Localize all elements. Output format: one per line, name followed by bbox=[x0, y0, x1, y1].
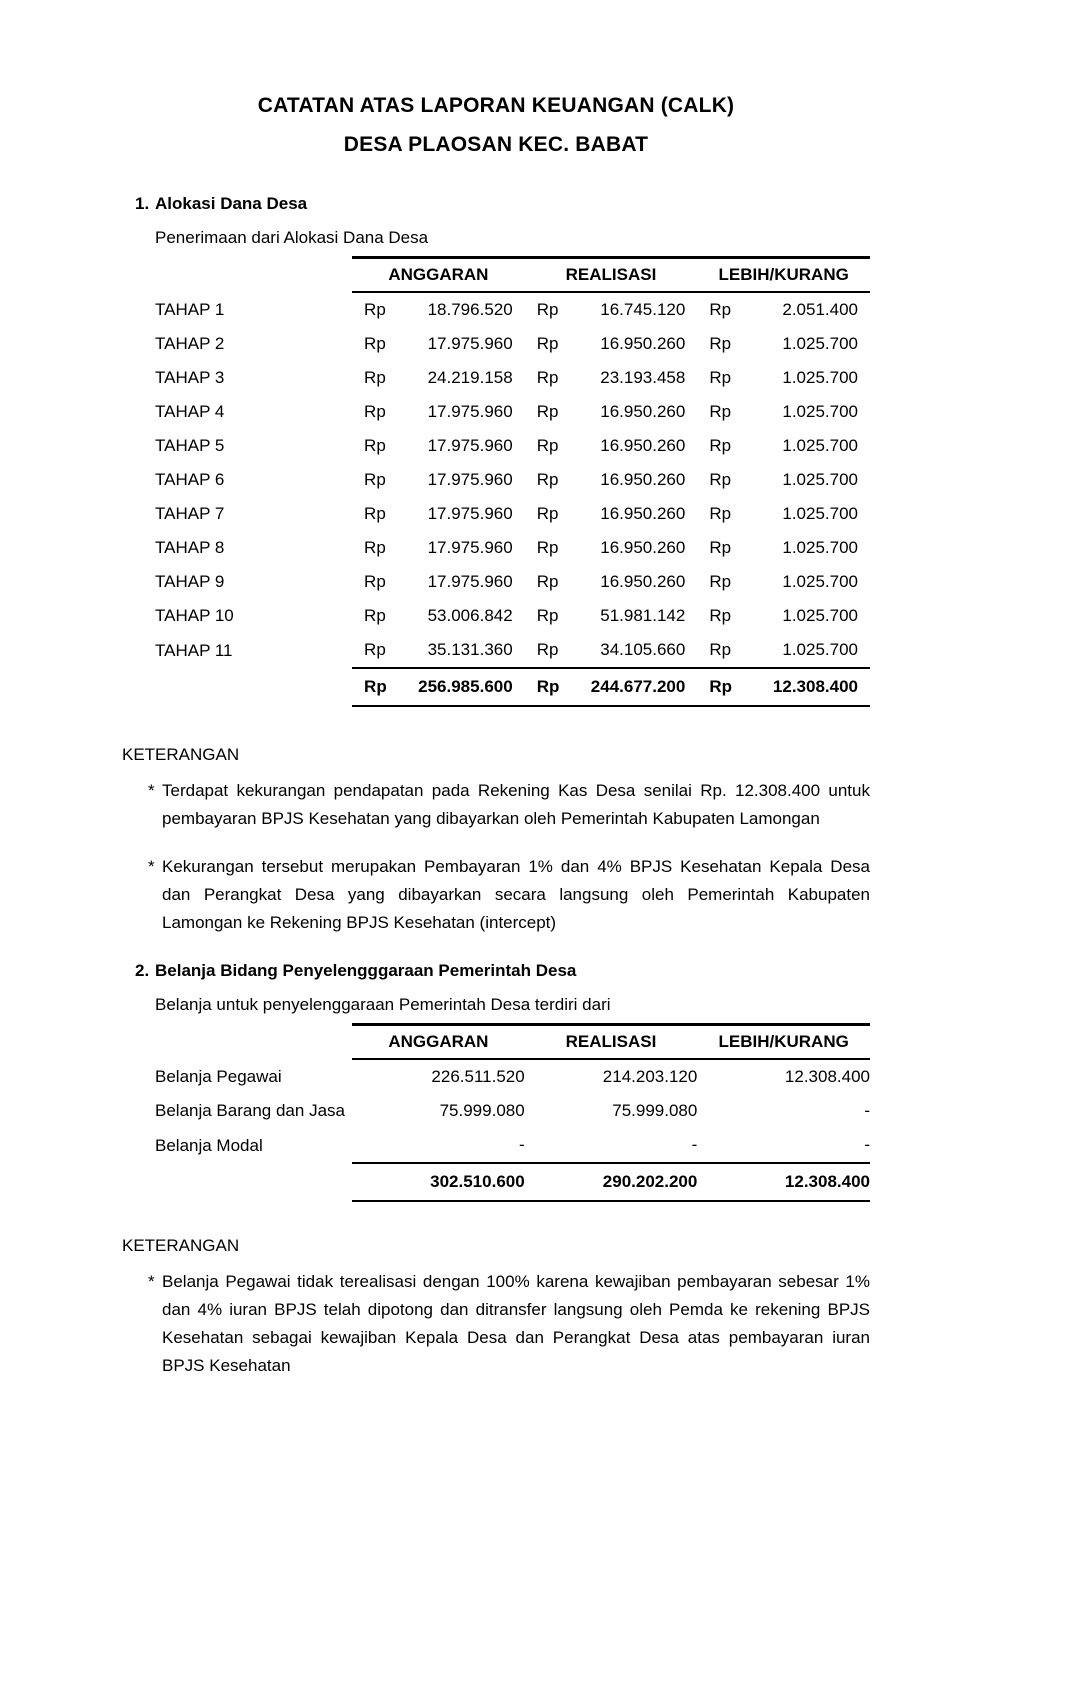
currency-label: Rp bbox=[709, 640, 732, 659]
lebih-kurang-value: 1.025.700 bbox=[782, 470, 858, 489]
currency-label: Rp bbox=[709, 606, 732, 625]
anggaran-cell bbox=[352, 361, 525, 395]
section1-heading bbox=[122, 192, 870, 216]
currency-label: Rp bbox=[709, 300, 732, 319]
lebih-kurang-cell bbox=[697, 361, 870, 395]
realisasi-cell bbox=[525, 599, 698, 633]
total-anggaran-cell: 302.510.600 bbox=[352, 1163, 525, 1201]
currency-label: Rp bbox=[364, 402, 386, 421]
currency-label: Rp bbox=[709, 436, 732, 455]
lebih-kurang-value: 1.025.700 bbox=[782, 538, 858, 557]
realisasi-value: 16.950.260 bbox=[600, 572, 686, 591]
table-row bbox=[155, 565, 870, 599]
table-row bbox=[155, 1059, 870, 1094]
currency-label: Rp bbox=[364, 300, 386, 319]
row-label: TAHAP 1 bbox=[155, 299, 225, 319]
row-label: Belanja Modal bbox=[155, 1135, 263, 1155]
table-row bbox=[155, 395, 870, 429]
keterangan-item bbox=[148, 1268, 870, 1380]
total-row bbox=[155, 668, 870, 706]
row-label: TAHAP 2 bbox=[155, 334, 225, 353]
belanja-table bbox=[155, 1023, 870, 1202]
lebih-kurang-cell bbox=[697, 463, 870, 497]
currency-label: Rp bbox=[709, 538, 732, 557]
currency-label: Rp bbox=[364, 538, 386, 557]
lebih-kurang-value: 1.025.700 bbox=[782, 504, 858, 523]
keterangan-item bbox=[148, 777, 870, 833]
row-label: TAHAP 6 bbox=[155, 470, 225, 489]
row-label: Belanja Pegawai bbox=[155, 1066, 282, 1086]
currency-label: Rp bbox=[536, 300, 559, 319]
anggaran-value: 17.975.960 bbox=[427, 572, 513, 591]
table-row bbox=[155, 327, 870, 361]
lebih-kurang-value: 1.025.700 bbox=[782, 436, 858, 455]
realisasi-cell bbox=[525, 497, 698, 531]
keterangan-section-1 bbox=[122, 743, 870, 937]
realisasi-cell bbox=[525, 292, 698, 327]
currency-label: Rp bbox=[536, 504, 559, 523]
realisasi-cell bbox=[525, 327, 698, 361]
currency-label: Rp bbox=[364, 677, 387, 696]
realisasi-value: 16.745.120 bbox=[600, 300, 686, 319]
lebih-kurang-cell bbox=[697, 565, 870, 599]
lebih-kurang-cell bbox=[697, 497, 870, 531]
table-row bbox=[155, 1128, 870, 1163]
realisasi-value: 23.193.458 bbox=[600, 368, 686, 387]
table-row bbox=[155, 1094, 870, 1128]
lebih-kurang-cell bbox=[697, 327, 870, 361]
lebih-kurang-cell: - bbox=[864, 1135, 870, 1154]
table-row bbox=[155, 599, 870, 633]
alokasi-dana-table bbox=[155, 256, 870, 707]
keterangan-text: Kekurangan tersebut merupakan Pembayaran 1% dan 4% BPJS Kesehatan Kepala Desa dan Perangkat Desa yang dibayarkan secara langsung oleh Pemerintah Kabupaten Lamongan ke Rekening BPJS Kesehatan (intercept) bbox=[162, 857, 870, 932]
currency-label: Rp bbox=[709, 368, 732, 387]
anggaran-cell bbox=[352, 327, 525, 361]
section-alokasi-dana-desa bbox=[122, 192, 870, 937]
currency-label: Rp bbox=[536, 606, 559, 625]
currency-label: Rp bbox=[364, 334, 386, 353]
keterangan-section-2 bbox=[122, 1234, 870, 1380]
anggaran-cell bbox=[352, 565, 525, 599]
table-row bbox=[155, 633, 870, 668]
row-label: TAHAP 5 bbox=[155, 436, 225, 455]
currency-label: Rp bbox=[536, 470, 559, 489]
table-row bbox=[155, 292, 870, 327]
anggaran-cell bbox=[352, 395, 525, 429]
row-label: TAHAP 10 bbox=[155, 606, 234, 625]
column-header-anggaran: ANGGARAN bbox=[352, 1025, 525, 1060]
lebih-kurang-cell: - bbox=[864, 1101, 870, 1120]
document-title bbox=[122, 0, 870, 164]
total-anggaran-cell bbox=[352, 668, 525, 706]
realisasi-cell bbox=[525, 463, 698, 497]
lebih-kurang-value: 1.025.700 bbox=[782, 572, 858, 591]
column-header-lebih-kurang: LEBIH/KURANG bbox=[697, 1025, 870, 1060]
realisasi-cell bbox=[525, 361, 698, 395]
realisasi-cell bbox=[525, 395, 698, 429]
currency-label: Rp bbox=[536, 334, 559, 353]
keterangan-item bbox=[148, 853, 870, 937]
lebih-kurang-cell: 12.308.400 bbox=[784, 1067, 870, 1086]
lebih-kurang-value: 1.025.700 bbox=[782, 334, 858, 353]
currency-label: Rp bbox=[536, 538, 559, 557]
currency-label: Rp bbox=[536, 402, 559, 421]
realisasi-value: 16.950.260 bbox=[600, 402, 686, 421]
anggaran-value: 24.219.158 bbox=[427, 368, 513, 387]
section-belanja-pemerintah-desa bbox=[122, 959, 870, 1380]
realisasi-cell bbox=[525, 633, 698, 668]
lebih-kurang-cell bbox=[697, 429, 870, 463]
total-lebih-kurang-value: 12.308.400 bbox=[772, 677, 858, 696]
anggaran-cell bbox=[352, 429, 525, 463]
lebih-kurang-cell bbox=[697, 531, 870, 565]
column-header-realisasi: REALISASI bbox=[525, 258, 698, 293]
anggaran-value: 17.975.960 bbox=[427, 504, 513, 523]
lebih-kurang-cell bbox=[697, 633, 870, 668]
currency-label: Rp bbox=[364, 606, 386, 625]
column-header-anggaran: ANGGARAN bbox=[352, 258, 525, 293]
table-row bbox=[155, 429, 870, 463]
anggaran-cell: 75.999.080 bbox=[439, 1101, 525, 1120]
anggaran-cell: 226.511.520 bbox=[431, 1067, 525, 1086]
total-anggaran-value: 256.985.600 bbox=[418, 677, 513, 696]
section2-heading-text: Belanja Bidang Penyelengggaraan Pemerintah Desa bbox=[155, 961, 577, 980]
realisasi-value: 16.950.260 bbox=[600, 504, 686, 523]
section1-heading-text: Alokasi Dana Desa bbox=[155, 194, 308, 213]
total-lebih-kurang-cell: 12.308.400 bbox=[697, 1163, 870, 1201]
total-realisasi-cell bbox=[525, 668, 698, 706]
lebih-kurang-value: 1.025.700 bbox=[782, 402, 858, 421]
currency-label: Rp bbox=[536, 368, 559, 387]
currency-label: Rp bbox=[364, 368, 386, 387]
row-label: TAHAP 9 bbox=[155, 572, 225, 591]
keterangan-heading: KETERANGAN bbox=[122, 745, 240, 764]
column-header-realisasi: REALISASI bbox=[525, 1025, 698, 1060]
realisasi-cell: 75.999.080 bbox=[612, 1101, 698, 1120]
currency-label: Rp bbox=[364, 572, 386, 591]
alokasi-header-spacer bbox=[155, 258, 352, 293]
currency-label: Rp bbox=[709, 334, 732, 353]
lebih-kurang-cell bbox=[697, 292, 870, 327]
column-header-lebih-kurang: LEBIH/KURANG bbox=[697, 258, 870, 293]
currency-label: Rp bbox=[709, 572, 732, 591]
alokasi-header-row bbox=[155, 258, 870, 293]
currency-label: Rp bbox=[364, 436, 386, 455]
currency-label: Rp bbox=[709, 402, 732, 421]
anggaran-cell bbox=[352, 463, 525, 497]
currency-label: Rp bbox=[709, 677, 732, 696]
belanja-header-spacer bbox=[155, 1025, 352, 1060]
table-row bbox=[155, 361, 870, 395]
realisasi-cell bbox=[525, 531, 698, 565]
anggaran-value: 35.131.360 bbox=[427, 640, 513, 659]
anggaran-cell bbox=[352, 633, 525, 668]
section2-heading bbox=[122, 959, 870, 983]
row-label: Belanja Barang dan Jasa bbox=[155, 1101, 345, 1120]
realisasi-cell: 214.203.120 bbox=[602, 1067, 698, 1086]
row-label: TAHAP 7 bbox=[155, 504, 225, 523]
lebih-kurang-value: 1.025.700 bbox=[782, 640, 858, 659]
anggaran-value: 17.975.960 bbox=[427, 538, 513, 557]
belanja-header-row bbox=[155, 1025, 870, 1060]
asterisk-bullet: * bbox=[148, 1272, 155, 1291]
total-realisasi-value: 244.677.200 bbox=[590, 677, 686, 696]
realisasi-cell: - bbox=[691, 1135, 698, 1154]
keterangan-text: Terdapat kekurangan pendapatan pada Rekening Kas Desa senilai Rp. 12.308.400 untuk pembayaran BPJS Kesehatan yang dibayarkan oleh Pemerintah Kabupaten Lamongan bbox=[162, 781, 870, 828]
asterisk-bullet: * bbox=[148, 857, 155, 876]
realisasi-value: 51.981.142 bbox=[600, 606, 686, 625]
realisasi-value: 16.950.260 bbox=[600, 470, 686, 489]
realisasi-cell bbox=[525, 429, 698, 463]
title-line-1: CATATAN ATAS LAPORAN KEUANGAN (CALK) bbox=[257, 94, 735, 117]
anggaran-value: 18.796.520 bbox=[427, 300, 513, 319]
asterisk-bullet: * bbox=[148, 781, 155, 800]
anggaran-cell bbox=[352, 599, 525, 633]
anggaran-value: 17.975.960 bbox=[427, 402, 513, 421]
total-label-spacer bbox=[155, 668, 352, 706]
currency-label: Rp bbox=[536, 436, 559, 455]
title-line-2: DESA PLAOSAN KEC. BABAT bbox=[343, 133, 649, 156]
document-content bbox=[122, 0, 870, 1380]
anggaran-cell bbox=[352, 292, 525, 327]
currency-label: Rp bbox=[364, 640, 386, 659]
total-realisasi-cell: 290.202.200 bbox=[525, 1163, 698, 1201]
total-lebih-kurang-cell bbox=[697, 668, 870, 706]
table-row bbox=[155, 497, 870, 531]
realisasi-value: 16.950.260 bbox=[600, 334, 686, 353]
section2-intro: Belanja untuk penyelenggaraan Pemerintah Desa terdiri dari bbox=[155, 995, 611, 1014]
currency-label: Rp bbox=[536, 572, 559, 591]
currency-label: Rp bbox=[364, 504, 386, 523]
currency-label: Rp bbox=[536, 640, 559, 659]
row-label: TAHAP 3 bbox=[155, 368, 225, 387]
lebih-kurang-cell bbox=[697, 599, 870, 633]
realisasi-value: 34.105.660 bbox=[600, 640, 686, 659]
section1-number: 1. bbox=[135, 194, 150, 213]
row-label: TAHAP 4 bbox=[155, 402, 225, 421]
total-row bbox=[155, 1163, 870, 1201]
lebih-kurang-cell bbox=[697, 395, 870, 429]
realisasi-cell bbox=[525, 565, 698, 599]
currency-label: Rp bbox=[364, 470, 386, 489]
anggaran-value: 17.975.960 bbox=[427, 470, 513, 489]
total-label-spacer bbox=[155, 1163, 352, 1201]
row-label: TAHAP 8 bbox=[155, 538, 225, 557]
lebih-kurang-value: 1.025.700 bbox=[782, 368, 858, 387]
anggaran-value: 17.975.960 bbox=[427, 334, 513, 353]
lebih-kurang-value: 1.025.700 bbox=[782, 606, 858, 625]
section1-intro: Penerimaan dari Alokasi Dana Desa bbox=[155, 228, 429, 247]
anggaran-value: 17.975.960 bbox=[427, 436, 513, 455]
keterangan-text: Belanja Pegawai tidak terealisasi dengan 100% karena kewajiban pembayaran sebesar 1% dan 4% iuran BPJS telah dipotong dan ditransfer langsung oleh Pemda ke rekening BPJS Kesehatan sebagai kewajiban Kepala Desa dan Perangkat Desa atas pembayaran iuran BPJS Kesehatan bbox=[162, 1272, 870, 1375]
section2-number: 2. bbox=[135, 961, 150, 980]
anggaran-cell bbox=[352, 531, 525, 565]
row-label: TAHAP 11 bbox=[155, 640, 233, 660]
table-row bbox=[155, 463, 870, 497]
keterangan-heading: KETERANGAN bbox=[122, 1236, 240, 1255]
currency-label: Rp bbox=[709, 504, 732, 523]
anggaran-cell: - bbox=[519, 1135, 525, 1154]
table-row bbox=[155, 531, 870, 565]
lebih-kurang-value: 2.051.400 bbox=[782, 300, 858, 319]
currency-label: Rp bbox=[536, 677, 560, 696]
anggaran-value: 53.006.842 bbox=[427, 606, 513, 625]
realisasi-value: 16.950.260 bbox=[600, 538, 686, 557]
anggaran-cell bbox=[352, 497, 525, 531]
currency-label: Rp bbox=[709, 470, 732, 489]
realisasi-value: 16.950.260 bbox=[600, 436, 686, 455]
